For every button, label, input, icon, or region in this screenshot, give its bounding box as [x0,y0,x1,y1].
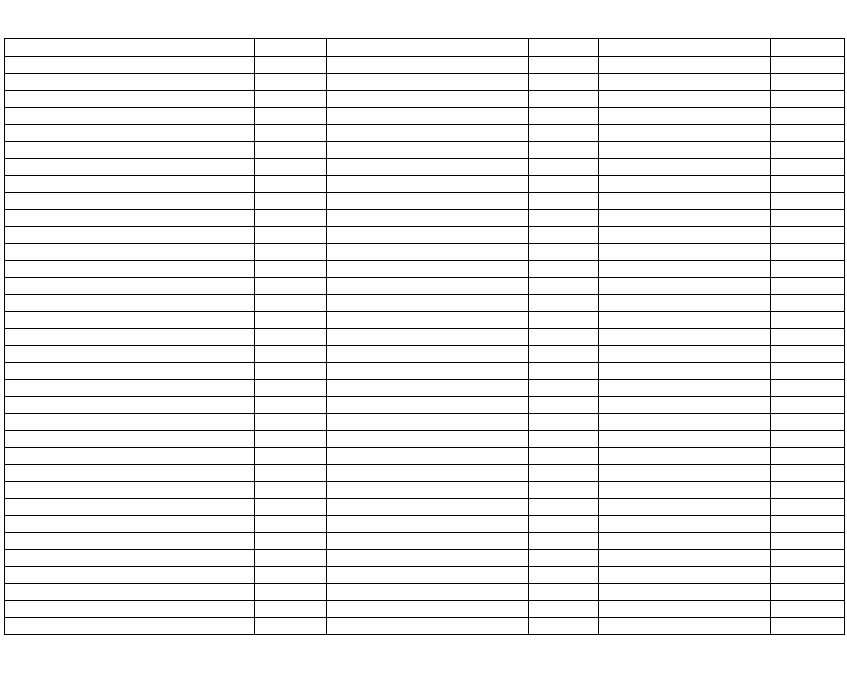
table-row [5,125,845,142]
econ-item-value [529,159,599,176]
empty-cell [529,601,599,618]
func-item-label [599,210,771,227]
budget-table-body [5,39,845,635]
empty-cell [327,482,529,499]
empty-cell [255,397,327,414]
empty-cell [5,380,255,397]
empty-cell [327,329,529,346]
empty-cell [255,431,327,448]
func-item-value [771,533,845,550]
func-item-label [599,295,771,312]
empty-cell [5,414,255,431]
income-item-value [255,176,327,193]
func-item-value [771,74,845,91]
empty-cell [529,261,599,278]
func-item-label [599,329,771,346]
econ-item-value [529,193,599,210]
table-row [5,210,845,227]
func-item-label [599,125,771,142]
section-header-row [5,39,845,57]
empty-cell [255,39,327,57]
empty-cell [529,448,599,465]
func-item-value [771,125,845,142]
income-item-label [5,193,255,210]
income-item-value [255,261,327,278]
income-item-value [255,210,327,227]
table-row [5,601,845,618]
econ-item-label [327,108,529,125]
income-item-label [5,295,255,312]
carry-forward-value [771,567,845,584]
prev-fiscal-balance-label [5,601,255,618]
income-item-label [5,261,255,278]
table-row [5,244,845,261]
empty-cell [327,618,529,635]
empty-cell [327,465,529,482]
econ-item-label [327,74,529,91]
empty-cell [327,499,529,516]
empty-cell [255,567,327,584]
empty-cell [529,516,599,533]
func-item-value [771,397,845,414]
income-item-value [255,142,327,159]
empty-cell [529,482,599,499]
empty-cell [599,39,771,57]
empty-cell [599,618,771,635]
empty-cell [529,346,599,363]
func-item-label [599,142,771,159]
table-row [5,329,845,346]
income-item-label [5,176,255,193]
func-item-value [771,261,845,278]
func-item-value [771,465,845,482]
empty-cell [529,397,599,414]
econ-item-label [327,193,529,210]
empty-cell [255,516,327,533]
empty-cell [771,618,845,635]
econ-item-label [327,210,529,227]
empty-cell [255,363,327,380]
income-item-label [5,74,255,91]
table-row [5,159,845,176]
table-row [5,227,845,244]
table-row [5,176,845,193]
func-item-value [771,414,845,431]
table-row [5,567,845,584]
func-item-value [771,499,845,516]
empty-cell [327,414,529,431]
empty-cell [529,380,599,397]
empty-cell [771,39,845,57]
table-row [5,380,845,397]
func-item-label [599,244,771,261]
empty-cell [327,363,529,380]
func-item-label [599,516,771,533]
func-item-value [771,176,845,193]
econ-item-label [327,142,529,159]
empty-cell [529,414,599,431]
col-header-budget [771,57,845,74]
table-row [5,108,845,125]
income-item-value [255,74,327,91]
empty-cell [529,278,599,295]
func-item-value [771,363,845,380]
col-header-budget [529,57,599,74]
func-item-label [599,74,771,91]
empty-cell [327,601,529,618]
prev-balance-label [5,584,255,601]
func-item-label [599,346,771,363]
empty-cell [529,244,599,261]
func-item-label [599,227,771,244]
empty-cell [327,312,529,329]
empty-cell [529,465,599,482]
func-item-label [599,159,771,176]
func-item-value [771,380,845,397]
func-item-label [599,380,771,397]
empty-cell [255,499,327,516]
budget-table [4,38,845,635]
carry-forward-label [327,567,529,584]
carry-forward-value [529,567,599,584]
income-item-value [255,125,327,142]
income-item-value [255,159,327,176]
table-row [5,278,845,295]
func-item-value [771,193,845,210]
empty-cell [5,397,255,414]
table-row [5,142,845,159]
income-total-value [255,550,327,567]
prev-balance-value [255,584,327,601]
func-item-label [599,499,771,516]
func-item-label [599,363,771,380]
empty-cell [327,278,529,295]
unit-row [0,20,847,38]
func-item-label [599,414,771,431]
col-header-econ [327,57,529,74]
func-item-value [771,448,845,465]
income-item-value [255,227,327,244]
empty-cell [5,431,255,448]
empty-cell [255,414,327,431]
income-item-label [5,91,255,108]
table-row [5,312,845,329]
table-row [5,346,845,363]
empty-cell [5,448,255,465]
prev-other-balance-value [255,618,327,635]
empty-cell [255,482,327,499]
table-row [5,533,845,550]
empty-cell [327,397,529,414]
empty-cell [529,499,599,516]
table-row [5,295,845,312]
empty-cell [327,533,529,550]
income-item-value [255,295,327,312]
income-item-label [5,278,255,295]
income-section-label [5,39,255,57]
econ-item-label [327,125,529,142]
empty-cell [5,499,255,516]
econ-item-value [529,74,599,91]
func-item-label [599,91,771,108]
prev-fiscal-balance-value [255,601,327,618]
func-item-label [599,465,771,482]
empty-cell [5,482,255,499]
func-item-label [599,312,771,329]
table-row [5,550,845,567]
func-item-value [771,329,845,346]
func-item-value [771,295,845,312]
empty-cell [327,448,529,465]
income-item-label [5,210,255,227]
empty-cell [5,312,255,329]
empty-cell [529,312,599,329]
table-row [5,261,845,278]
empty-cell [255,533,327,550]
func-item-value [771,142,845,159]
empty-cell [5,329,255,346]
table-row [5,584,845,601]
income-item-label [5,244,255,261]
table-row [5,74,845,91]
income-item-value [255,278,327,295]
empty-cell [771,584,845,601]
empty-cell [771,601,845,618]
income-item-label [5,108,255,125]
empty-cell [327,584,529,601]
func-item-value [771,312,845,329]
func-item-label [599,533,771,550]
empty-cell [529,363,599,380]
func-item-label [599,397,771,414]
empty-cell [529,39,599,57]
table-row [5,618,845,635]
func-item-value [771,516,845,533]
empty-cell [327,346,529,363]
col-header-func [599,57,771,74]
col-header-item [5,57,255,74]
func-item-label [599,193,771,210]
empty-cell [5,363,255,380]
empty-cell [327,295,529,312]
column-header-row [5,57,845,74]
func-item-value [771,278,845,295]
empty-cell [255,465,327,482]
empty-cell [529,329,599,346]
econ-item-label [327,159,529,176]
func-item-value [771,431,845,448]
empty-cell [327,431,529,448]
income-item-label [5,142,255,159]
empty-cell [5,346,255,363]
empty-cell [5,567,255,584]
expense-total-label [599,550,771,567]
econ-item-value [529,176,599,193]
income-item-label [5,125,255,142]
empty-cell [255,448,327,465]
empty-cell [5,516,255,533]
empty-cell [529,618,599,635]
func-item-value [771,482,845,499]
table-row [5,397,845,414]
func-item-label [599,431,771,448]
empty-cell [599,601,771,618]
income-total-label [5,550,255,567]
empty-cell [255,329,327,346]
econ-item-label [327,176,529,193]
econ-item-label [327,91,529,108]
table-row [5,499,845,516]
table-row [5,414,845,431]
empty-cell [529,295,599,312]
empty-cell [5,533,255,550]
empty-cell [255,380,327,397]
income-item-value [255,108,327,125]
func-item-label [599,176,771,193]
econ-item-value [529,125,599,142]
expense-total-value [771,550,845,567]
func-item-label [599,261,771,278]
table-row [5,448,845,465]
empty-cell [327,516,529,533]
func-item-value [771,346,845,363]
empty-cell [327,380,529,397]
econ-item-label [327,227,529,244]
empty-cell [529,431,599,448]
empty-cell [5,465,255,482]
empty-cell [529,584,599,601]
func-item-value [771,91,845,108]
func-item-value [771,108,845,125]
func-item-label [599,278,771,295]
func-item-label [599,108,771,125]
empty-cell [255,346,327,363]
empty-cell [327,244,529,261]
table-row [5,193,845,210]
func-item-value [771,210,845,227]
func-item-label [599,482,771,499]
func-item-value [771,227,845,244]
table-row [5,431,845,448]
income-item-value [255,193,327,210]
table-title [0,2,847,20]
econ-item-value [529,142,599,159]
table-row [5,516,845,533]
expense-total-label [327,550,529,567]
table-row [5,363,845,380]
empty-cell [255,312,327,329]
func-item-value [771,244,845,261]
econ-item-value [529,91,599,108]
empty-cell [327,261,529,278]
col-header-budget [255,57,327,74]
empty-cell [599,584,771,601]
income-item-value [255,91,327,108]
econ-item-value [529,227,599,244]
func-item-value [771,159,845,176]
func-item-label [599,448,771,465]
econ-item-value [529,210,599,227]
carry-forward-label [599,567,771,584]
table-row [5,465,845,482]
expense-section-label [327,39,529,57]
income-item-label [5,227,255,244]
empty-cell [529,533,599,550]
income-item-label [5,159,255,176]
table-row [5,91,845,108]
table-row [5,482,845,499]
econ-item-value [529,108,599,125]
expense-total-value [529,550,599,567]
prev-other-balance-label [5,618,255,635]
income-item-value [255,244,327,261]
